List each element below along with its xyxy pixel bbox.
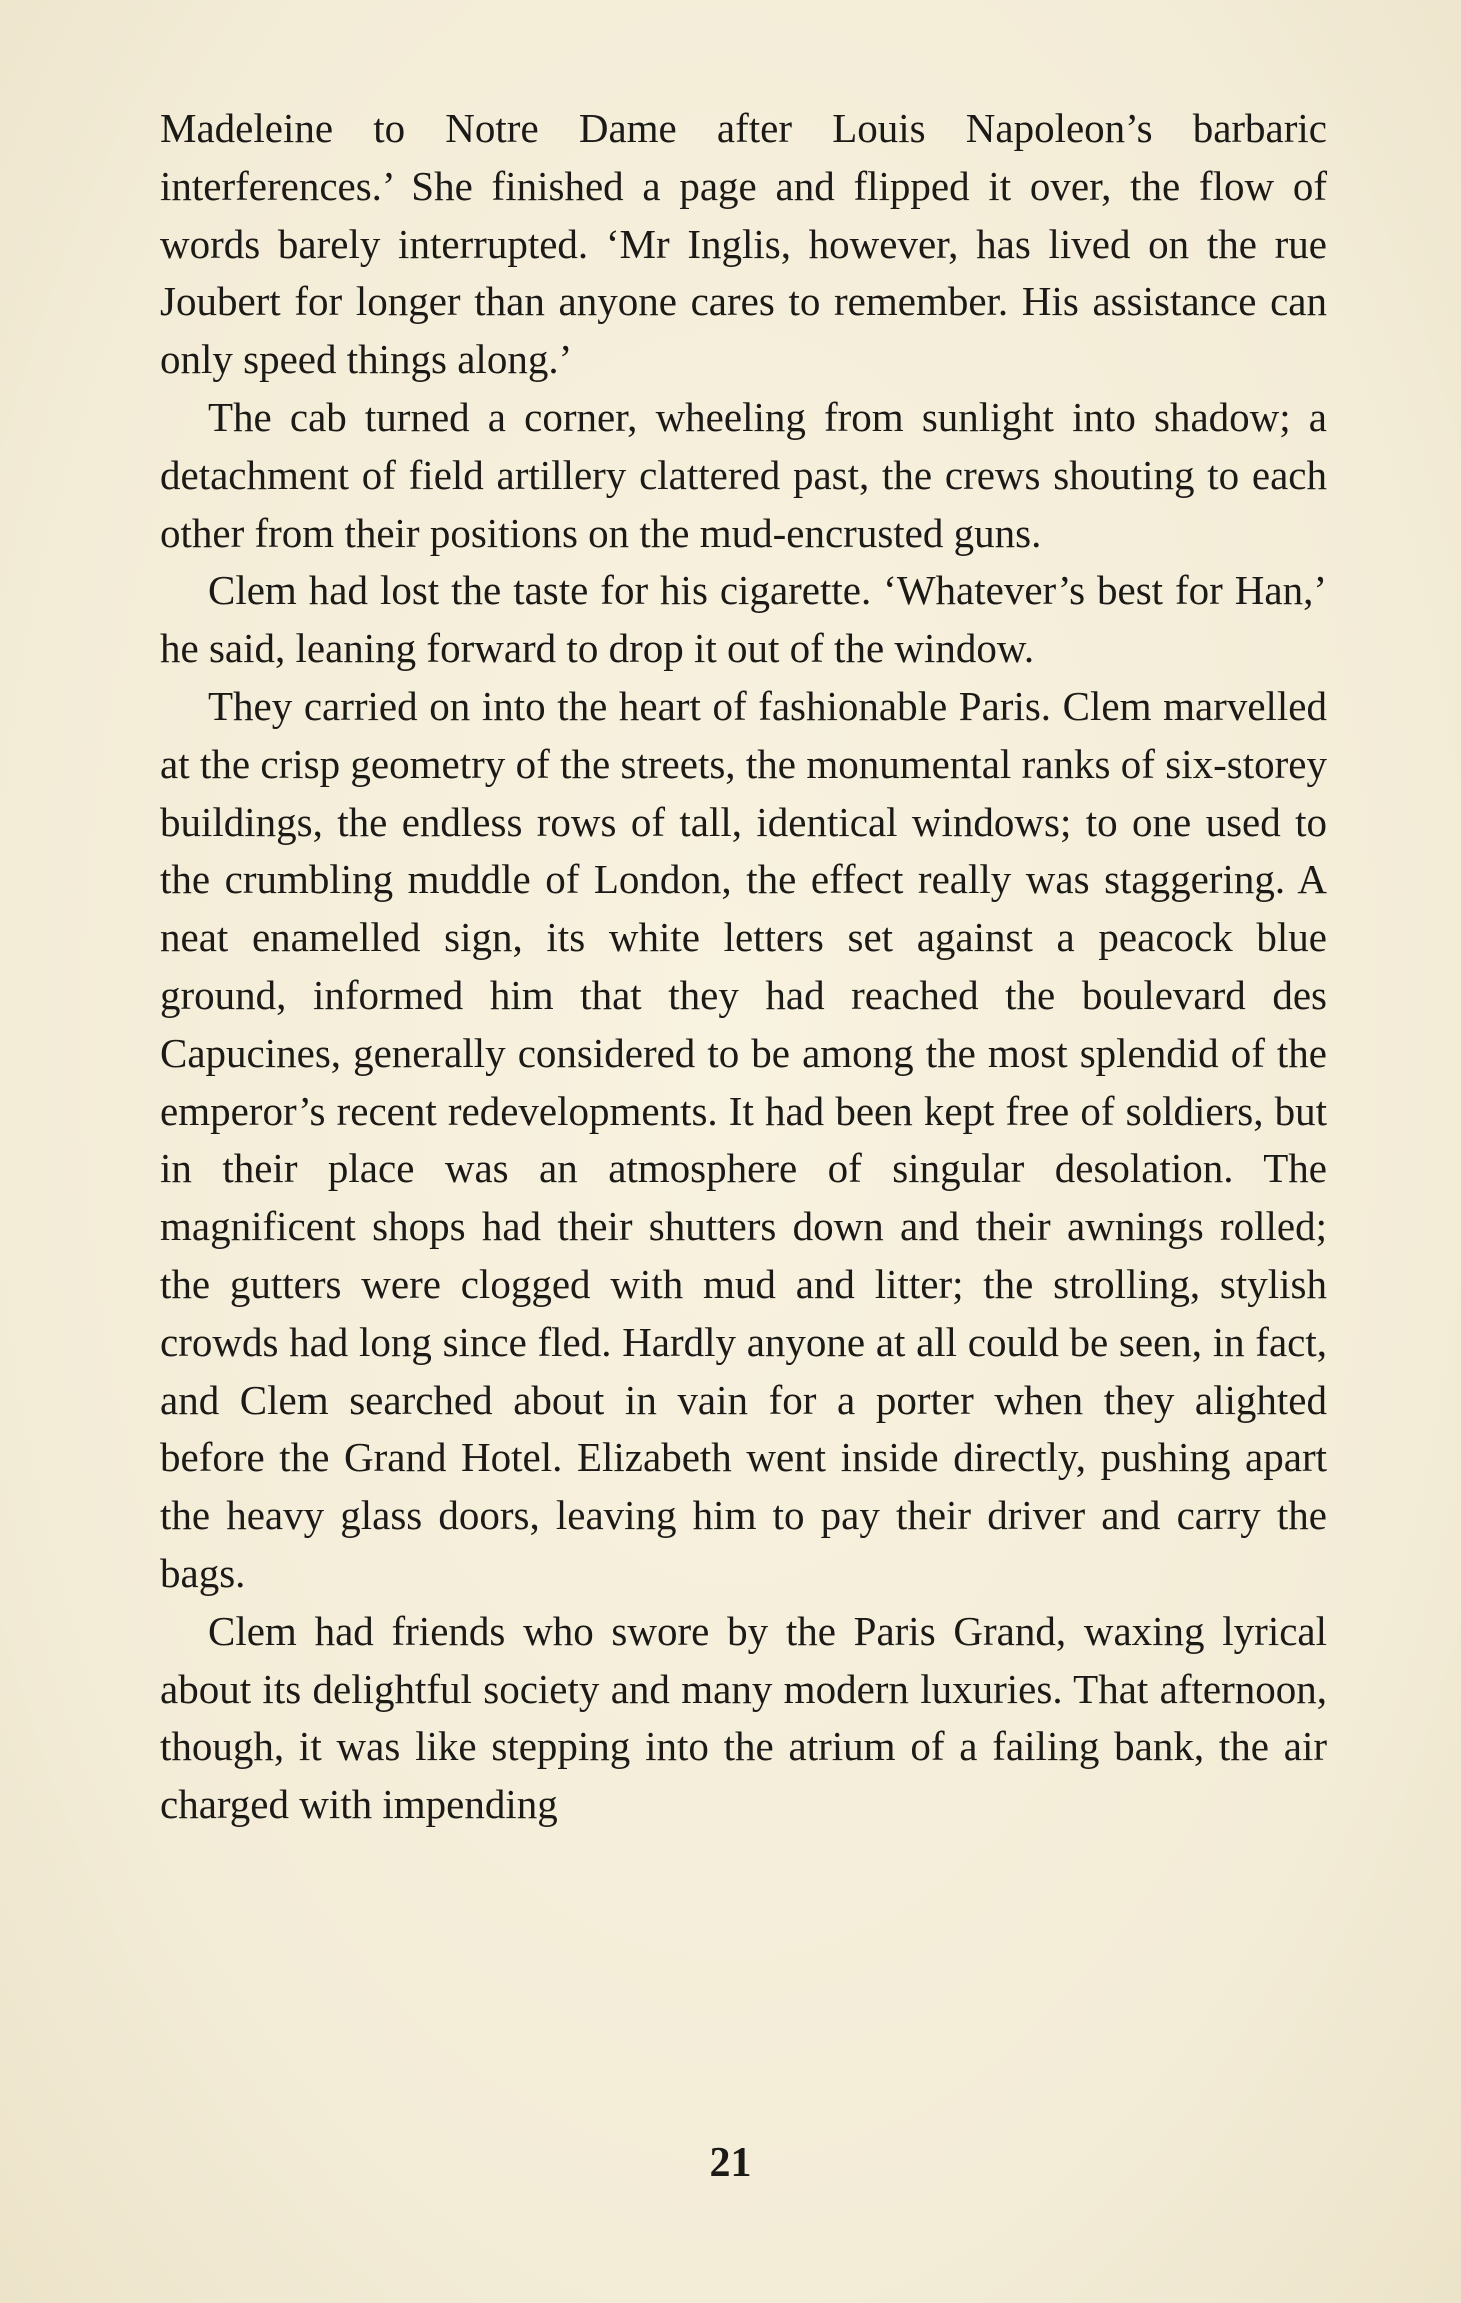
- paragraph-4: They carried on into the heart of fashionable Paris. Clem marvelled at the crisp geometry of the streets, the monumental ranks of six-storey buildings, the endless rows of tall, identical windows; to one used to the crumbling muddle of London, the effect really was staggering. A neat enamelled sign, its white letters set against a peacock blue ground, informed him that they had reached the boulevard des Capucines, generally considered to be among the most splendid of the emperor’s recent redevelopments. It had been kept free of soldiers, but in their place was an atmosphere of singular desolation. The magnificent shops had their shutters down and their awnings rolled; the gutters were clogged with mud and litter; the strolling, stylish crowds had long since fled. Hardly anyone at all could be seen, in fact, and Clem searched about in vain for a porter when they alighted before the Grand Hotel. Elizabeth went inside directly, pushing apart the heavy glass doors, leaving him to pay their driver and carry the bags.: [160, 682, 1327, 1596]
- body-text: [160, 100, 1327, 1834]
- paragraph-1: Madeleine to Notre Dame after Louis Napoleon’s barbaric interferences.’ She finished a page and flipped it over, the flow of words barely interrupted. ‘Mr Inglis, however, has lived on the rue Joubert for longer than anyone cares to remember. His assistance can only speed things along.’: [160, 105, 1327, 383]
- paragraph-2: The cab turned a corner, wheeling from sunlight into shadow; a detachment of field artillery clattered past, the crews shouting to each other from their positions on the mud-encrusted guns.: [160, 393, 1327, 556]
- paragraph-5: Clem had friends who swore by the Paris Grand, waxing lyrical about its delightful society and many modern luxuries. That afternoon, though, it was like stepping into the atrium of a failing bank, the air charged with impending: [160, 1607, 1327, 1828]
- page-number: 21: [709, 2140, 752, 2186]
- paragraph-3: Clem had lost the taste for his cigarette. ‘Whatever’s best for Han,’ he said, leaning forward to drop it out of the window.: [160, 567, 1327, 672]
